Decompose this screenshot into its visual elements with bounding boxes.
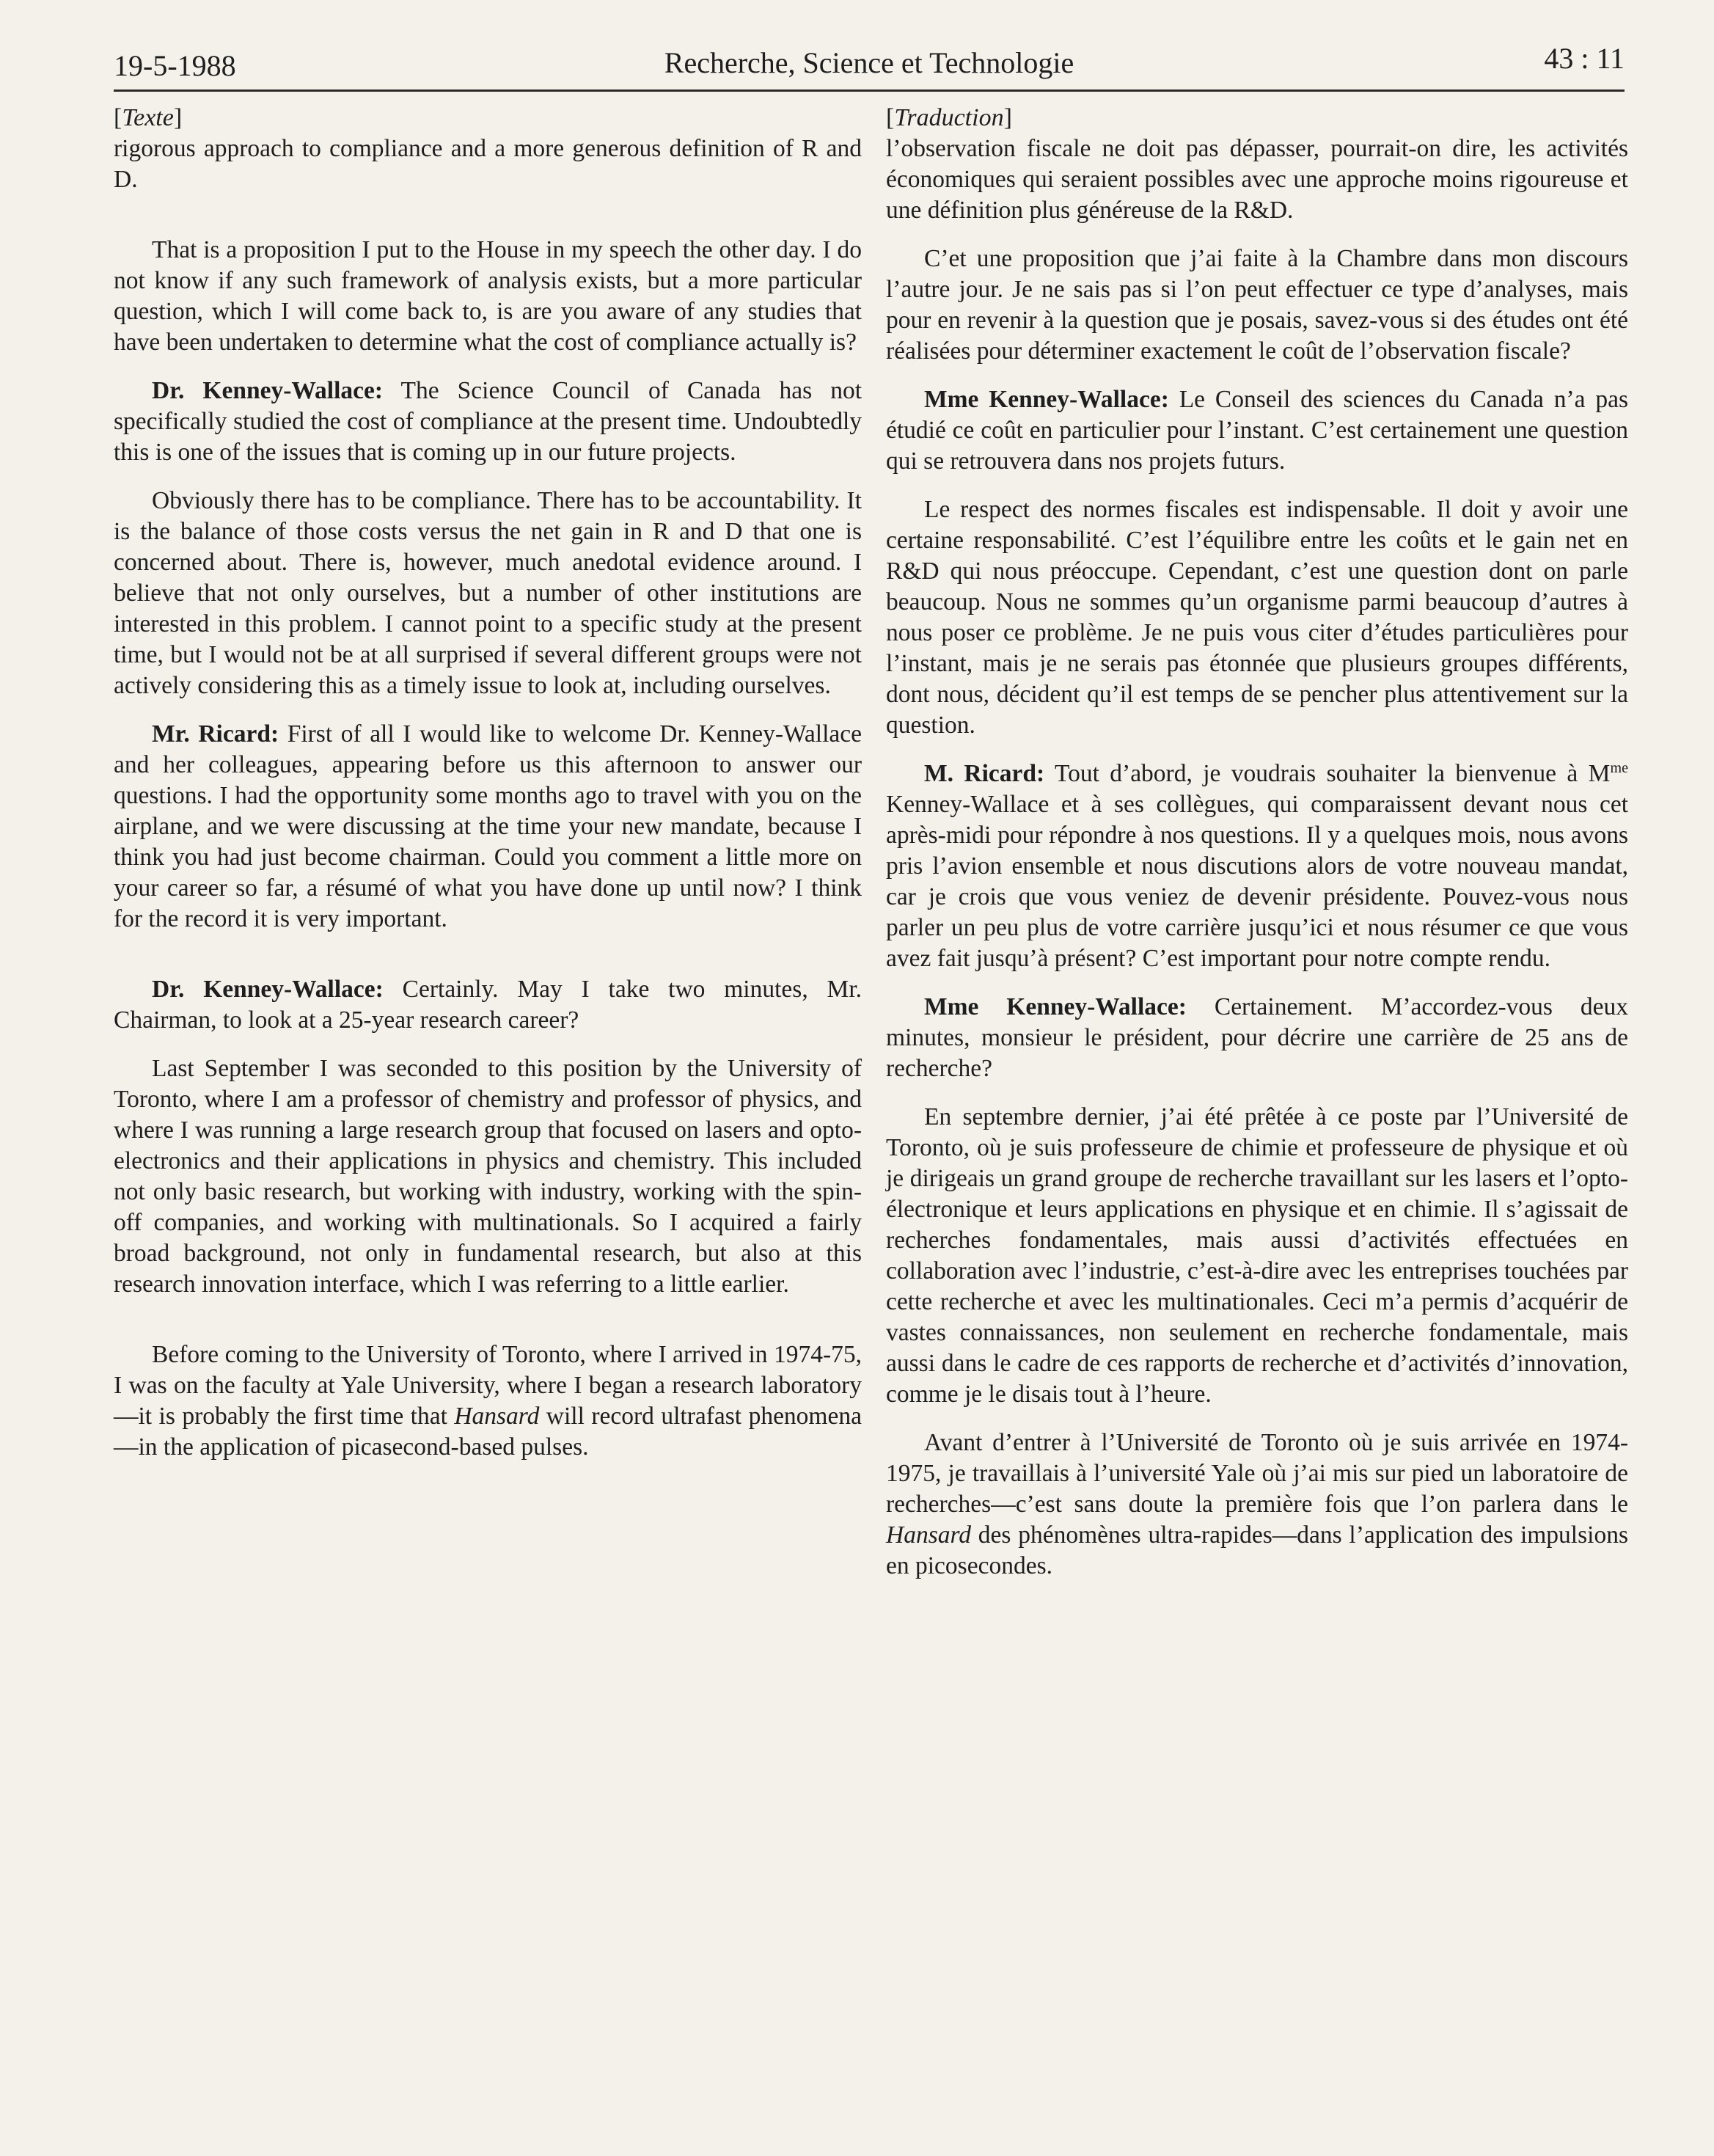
- paragraph: Mme Kenney-Wallace: Le Conseil des sciences du Canada n’a pas étudié ce coût en particulier pour l’instant. C’est certainement une question qui se retrouvera dans nos projets futurs.: [886, 386, 1628, 475]
- french-column-label: [Traduction]: [886, 104, 1012, 131]
- paragraph: l’observation fiscale ne doit pas dépasser, pourrait-on dire, les activités économiques qui seraient possibles avec une approche moins rigoureuse et une définition plus généreuse de la R&D.: [886, 135, 1628, 224]
- paragraph: rigorous approach to compliance and a more generous definition of R and D.: [114, 135, 862, 193]
- paragraph: C’et une proposition que j’ai faite à la Chambre dans mon discours l’autre jour. Je ne sais pas si l’on peut effectuer ce type d’analyses, mais pour en revenir à la question que je posais, savez-vous si des études ont été réalisées pour déterminer exactement le coût de l’observation fiscale?: [886, 245, 1628, 365]
- header-title: Recherche, Science et Technologie: [664, 46, 1074, 79]
- speaker-name: Dr. Kenney-Wallace:: [152, 976, 384, 1003]
- paragraph: That is a proposition I put to the House in my speech the other day. I do not know if any such framework of analysis exists, but a more particular question, which I will come back to, is are you aware of any studies that have been undertaken to determine what the cost of compliance actually is?: [114, 236, 862, 356]
- speaker-name: Mr. Ricard:: [152, 720, 279, 748]
- page-header: [114, 44, 1625, 92]
- speaker-name: M. Ricard:: [924, 760, 1045, 787]
- italic-hansard: Hansard: [454, 1403, 540, 1430]
- paragraph: Mr. Ricard: First of all I would like to welcome Dr. Kenney-Wallace and her colleagues, appearing before us this afternoon to answer our questions. I had the opportunity some months ago to travel with you on the airplane, and we were discussing at the time your new mandate, because I think you had just become chairman. Could you comment a little more on your career so far, a résumé of what you have done up until now? I think for the record it is very important.: [114, 720, 862, 932]
- paragraph: Le respect des normes fiscales est indispensable. Il doit y avoir une certaine responsabilité. C’est l’équilibre entre les coûts et le gain net en R&D qui nous préoccupe. Cependant, c’est une question dont on parle beaucoup. Nous ne sommes qu’un organisme parmi beaucoup d’autres à nous poser ce problème. Je ne puis vous citer d’études particulières pour l’instant, mais je ne serais pas étonnée que plusieurs groupes différents, dont nous, décident qu’il est temps de se pencher plus attentivement sur la question.: [886, 496, 1628, 739]
- header-page-number: 43 : 11: [1544, 42, 1625, 75]
- superscript: me: [1610, 759, 1628, 776]
- speaker-name: Mme Kenney-Wallace:: [924, 993, 1187, 1020]
- header-date: 19-5-1988: [114, 49, 236, 82]
- paragraph: Mme Kenney-Wallace: Certainement. M’accordez-vous deux minutes, monsieur le président, pour décrire une carrière de 25 ans de recherche?: [886, 993, 1628, 1082]
- paragraph: Avant d’entrer à l’Université de Toronto où je suis arrivée en 1974-1975, je travaillais à l’université Yale où j’ai mis sur pied un laboratoire de recherches—c’est sans doute la première fois que l’on parlera dans le Hansard des phénomènes ultra-rapides—dans l’application des impulsions en picosecondes.: [886, 1429, 1628, 1579]
- italic-hansard: Hansard: [886, 1521, 972, 1549]
- paragraph: Obviously there has to be compliance. There has to be accountability. It is the balance of those costs versus the net gain in R and D that one is concerned about. There is, however, much anedotal evidence around. I believe that not only ourselves, but a number of other institutions are interested in this problem. I cannot point to a specific study at the present time, but I would not be at all surprised if several different groups were not actively considering this as a timely issue to look at, including ourselves.: [114, 487, 862, 699]
- paragraph: M. Ricard: Tout d’abord, je voudrais souhaiter la bienvenue à $M^{me}$ Kenney-Wallace et à ses collègues, qui comparaissent devant nous cet après-midi pour répondre à nos questions. Il y a quelques mois, nous avons pris l’avion ensemble et nous discutions alors de votre nouveau mandat, car je crois que vous veniez de devenir présidente. Pouvez-vous nous parler un peu plus de votre carrière jusqu’ici et nous résumer ce que vous avez fait jusqu’à présent? C’est important pour notre compte rendu.: [886, 759, 1628, 972]
- english-column-label: [Texte]: [114, 104, 183, 131]
- paragraph: Before coming to the University of Toronto, where I arrived in 1974-75, I was on the faculty at Yale University, where I began a research laboratory—it is probably the first time that Hansard will record ultrafast phenomena—in the application of picasecond-based pulses.: [114, 1341, 862, 1461]
- paragraph: Dr. Kenney-Wallace: Certainly. May I take two minutes, Mr. Chairman, to look at a 25-year research career?: [114, 976, 862, 1034]
- speaker-name: Mme Kenney-Wallace:: [924, 386, 1169, 413]
- french-column: [886, 103, 1628, 2010]
- paragraph: Last September I was seconded to this position by the University of Toronto, where I am a professor of chemistry and professor of physics, and where I was running a large research group that focused on lasers and opto-electronics and their applications in physics and chemistry. This included not only basic research, but working with industry, working with the spin-off companies, and working with multinationals. So I acquired a fairly broad background, not only in fundamental research, but also at this research innovation interface, which I was referring to a little earlier.: [114, 1055, 862, 1298]
- paragraph: Dr. Kenney-Wallace: The Science Council of Canada has not specifically studied the cost of compliance at the present time. Undoubtedly this is one of the issues that is coming up in our future projects.: [114, 377, 862, 466]
- paragraph: En septembre dernier, j’ai été prêtée à ce poste par l’Université de Toronto, où je suis professeure de chimie et professeure de physique et où je dirigeais un grand groupe de recherche travaillant sur les lasers et l’opto-électronique et leurs applications en physique et en chimie. Il s’agissait de recherches fondamentales, mais aussi d’activités effectuées en collaboration avec l’industrie, c’est-à-dire avec les entreprises touchées par cette recherche et avec les multinationales. Ceci m’a permis d’acquérir de vastes connaissances, non seulement en recherche fondamentale, mais aussi dans le cadre de ces rapports de recherche et d’activités d’innovation, comme je le disais tout à l’heure.: [886, 1103, 1628, 1408]
- english-column: [114, 103, 862, 2010]
- speaker-name: Dr. Kenney-Wallace:: [152, 377, 384, 404]
